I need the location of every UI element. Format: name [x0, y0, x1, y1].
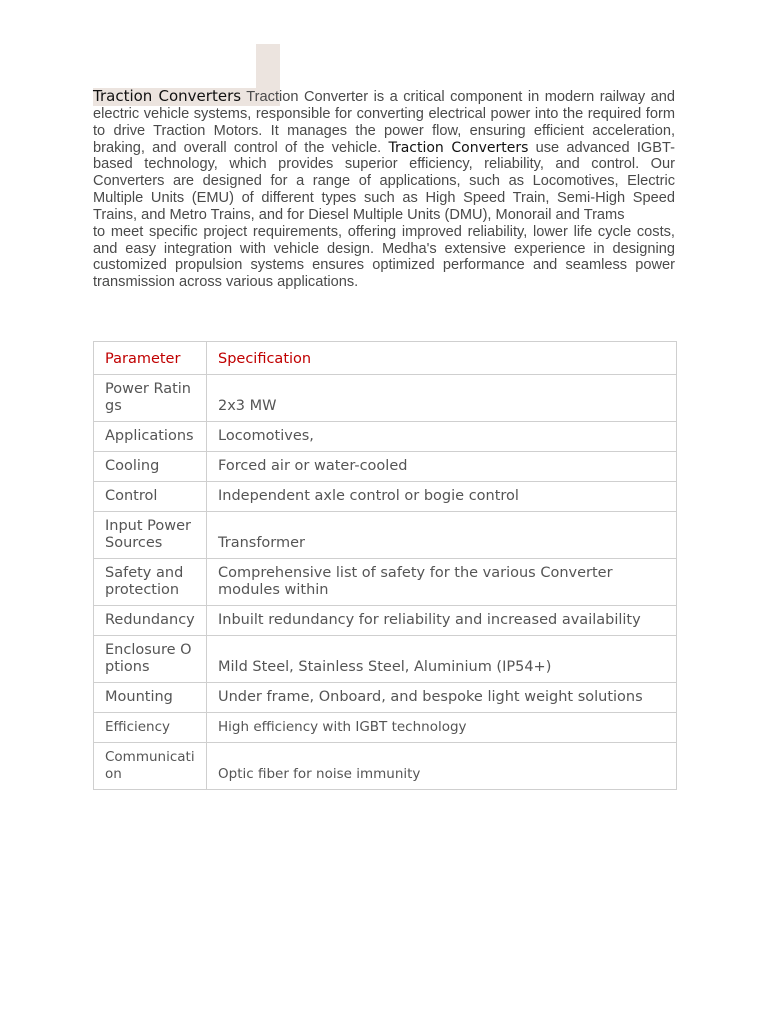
specification-cell: 2x3 MW [207, 375, 677, 422]
parameter-cell: Efficiency [94, 713, 207, 743]
header-parameter: Parameter [94, 342, 207, 375]
intro-text-3: to meet specific project requirements, offering improved reliability, lower life cycle costs, and easy integration with vehicle design. Medha's extensive experience in designing customized propulsion systems ensures optimized performance and seamless power transmission across various applications. [93, 223, 675, 291]
intro-paragraph [93, 88, 675, 291]
specification-cell: Under frame, Onboard, and bespoke light weight solutions [207, 683, 677, 713]
specification-cell: Transformer [207, 512, 677, 559]
table-row [94, 375, 677, 422]
table-row [94, 636, 677, 683]
table-header-row [94, 342, 677, 375]
table-row [94, 482, 677, 512]
parameter-cell: Power Ratings [94, 375, 207, 422]
page-heading: Traction Converters [93, 87, 242, 105]
table-row [94, 422, 677, 452]
intro-text-2: use advanced IGBT-based technology, which provides superior efficiency, reliability, and control. Our Converters are designed for a range of applications, such as Locomotives, Electric Multiple Units (EMU) of different types such as High Speed Train, Semi-High Speed Trains, and Metro Trains, and for Diesel Multiple Units (DMU), Monorail and Trams [93, 139, 675, 223]
specification-cell: Mild Steel, Stainless Steel, Aluminium (IP54+) [207, 636, 677, 683]
parameter-cell: Redundancy [94, 606, 207, 636]
parameter-cell: Control [94, 482, 207, 512]
specification-cell: High efficiency with IGBT technology [207, 713, 677, 743]
table-row [94, 713, 677, 743]
table-row [94, 512, 677, 559]
parameter-cell: Mounting [94, 683, 207, 713]
intro-text-1: Traction Converter is a critical component in modern railway and electric vehicle systems, responsible for converting electrical power into the required form to drive Traction Motors. It manages the power flow, ensuring efficient acceleration, braking, and overall control of the vehicle. [93, 89, 675, 156]
specification-cell: Locomotives, [207, 422, 677, 452]
parameter-cell: Applications [94, 422, 207, 452]
parameter-cell: Input Power Sources [94, 512, 207, 559]
parameter-cell: Safety and protection [94, 559, 207, 606]
header-specification: Specification [207, 342, 677, 375]
parameter-cell: Enclosure Options [94, 636, 207, 683]
specification-cell: Inbuilt redundancy for reliability and increased availability [207, 606, 677, 636]
table-row [94, 606, 677, 636]
parameter-cell: Cooling [94, 452, 207, 482]
table-row [94, 452, 677, 482]
table-row [94, 743, 677, 790]
specification-cell: Optic fiber for noise immunity [207, 743, 677, 790]
parameter-cell: Communication [94, 743, 207, 790]
specification-cell: Independent axle control or bogie control [207, 482, 677, 512]
specification-cell: Forced air or water-cooled [207, 452, 677, 482]
specification-table [93, 341, 677, 790]
table-row [94, 559, 677, 606]
specification-cell: Comprehensive list of safety for the various Converter modules within [207, 559, 677, 606]
inline-heading: Traction Converters [388, 139, 529, 156]
table-row [94, 683, 677, 713]
